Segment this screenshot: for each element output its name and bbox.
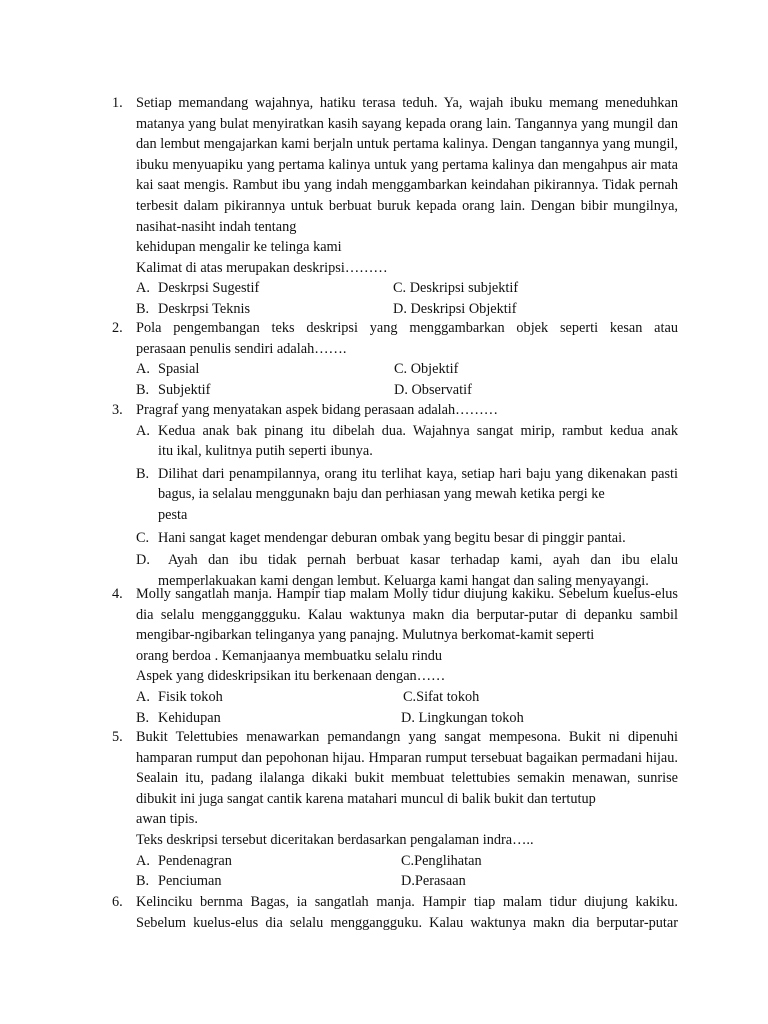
option-b[interactable]: B. Dilihat dari penampilannya, orang itu terlihat kaya, setiap hari baju yang dikenakan pasti bagus, ia selalau menggunakn baju dan perhiasan yang mewah ketika pergi ke pesta	[136, 465, 678, 523]
answer-row	[112, 851, 678, 872]
answer-row	[112, 380, 678, 401]
question-text: Molly sangatlah manja. Hampir tiap malam Molly tidur diujung kakiku. Sebelum kuelus-elus dia selalu mengganggguku. Kalau waktunya makn dia berputar-putar di depanku sambil mengibar-ngibarkan telinganya yang panajng. Mulutnya berkomat-kamit seperti	[136, 586, 678, 644]
option-b[interactable]: B. Deskrpsi Teknis	[136, 300, 251, 317]
question-number: 2.	[112, 320, 123, 336]
option-c[interactable]: C. Objektif	[394, 361, 459, 378]
question-number: 3.	[112, 402, 123, 418]
question-text: Kelinciku bernma Bagas, ia sangatlah manja. Hampir tiap malam tidur diujung kakiku. Sebelum kuelus-elus dia selalu menggangguku. Kalau waktunya makn dia berputar-putar	[136, 894, 678, 931]
option-d[interactable]: D. Ayah dan ibu tidak pernah berbuat kasar terhadap kami, ayah dan ibu elalu memperlakuakan kami dengan lembut. Keluarga kami hangat dan saling menyayangi.	[136, 552, 678, 589]
question-4	[112, 584, 678, 728]
question-text-last: kehidupan mengalir ke telinga kami	[136, 239, 342, 256]
option-a[interactable]: A. Fisik tokoh	[136, 688, 223, 705]
question-6	[112, 892, 678, 933]
question-prompt: Teks deskripsi tersebut diceritakan berdasarkan pengalaman indra…..	[136, 831, 534, 848]
answer-row	[112, 299, 678, 320]
option-c[interactable]: C.Sifat tokoh	[403, 688, 480, 705]
answer-row	[112, 359, 678, 380]
answer-row	[112, 278, 678, 299]
question-2	[112, 318, 678, 400]
question-5	[112, 727, 678, 892]
answer-row	[112, 871, 678, 892]
question-1	[112, 93, 678, 320]
option-a[interactable]: A. Pendenagran	[136, 852, 232, 869]
answer-row	[112, 687, 678, 708]
question-prompt: Aspek yang dideskripsikan itu berkenaan dengan……	[136, 668, 446, 685]
option-a[interactable]: A. Kedua anak bak pinang itu dibelah dua. Wajahnya sangat mirip, rambut kedua anak itu ikal, kulitnya putih seperti ibunya.	[136, 422, 678, 460]
question-prompt: Kalimat di atas merupakan deskripsi………	[136, 259, 388, 276]
question-number: 6.	[112, 894, 123, 910]
option-c[interactable]: C. Deskripsi subjektif	[393, 280, 519, 297]
question-number: 1.	[112, 95, 123, 111]
question-number: 4.	[112, 586, 123, 602]
question-text-last: awan tipis.	[136, 811, 198, 828]
option-d[interactable]: D. Lingkungan tokoh	[401, 709, 524, 726]
option-b[interactable]: B. Subjektif	[136, 381, 211, 398]
option-b[interactable]: B. Penciuman	[136, 873, 222, 890]
answer-row	[112, 708, 678, 729]
question-3	[112, 400, 678, 591]
question-prompt: Pragraf yang menyatakan aspek bidang perasaan adalah………	[136, 402, 499, 418]
question-text-last: perasaan penulis sendiri adalah…….	[136, 340, 347, 357]
option-c[interactable]: C. Hani sangat kaget mendengar deburan ombak yang begitu besar di pinggir pantai.	[136, 529, 626, 546]
option-d[interactable]: D. Observatif	[394, 381, 472, 398]
question-text: Pola pengembangan teks deskripsi yang menggambarkan objek seperti kesan atau	[136, 320, 678, 336]
option-a[interactable]: A. Spasial	[136, 361, 200, 378]
option-a[interactable]: A. Deskrpsi Sugestif	[136, 280, 260, 297]
option-d[interactable]: D. Deskripsi Objektif	[393, 300, 517, 317]
question-number: 5.	[112, 729, 123, 745]
option-b[interactable]: B. Kehidupan	[136, 709, 221, 726]
option-d[interactable]: D.Perasaan	[401, 873, 466, 890]
question-text-last: orang berdoa . Kemanjaanya membuatku selalu rindu	[136, 647, 443, 664]
option-c[interactable]: C.Penglihatan	[401, 852, 482, 869]
question-text: Setiap memandang wajahnya, hatiku terasa teduh. Ya, wajah ibuku memang meneduhkan matanya yang bulat menyiratkan kasih sayang kepada orang lain. Tangannya yang mungil dan dan lembut mengajarkan kami berjaln untuk pertama kalinya. Dengan tangannya yang mungil, ibuku menyuapiku yang pertama kalinya untuk yang pertama kalinya dan mengahpus air mata kai saat mengis. Rambut ibu yang indah menggambarkan keindahan pikirannya. Tidak pernah terbesit dalam pikirannya untuk berbuat buruk kepada orang lain. Dengan bibir mungilnya, nasihat-nasiht indah tentang	[136, 95, 678, 235]
question-text: Bukit Telettubies menawarkan pemandangn yang sangat mempesona. Bukit ni dipenuhi hamparan rumput dan pepohonan hijau. Hmparan rumput tersebuat bagaikan permadani hijau. Sealain itu, padang ilalanga dikaki bukit membuat telettubies semakin menawan, sunrise dibukit ini juga sangat cantik karena matahari muncul di balik bukit dan tertutup	[136, 729, 678, 807]
